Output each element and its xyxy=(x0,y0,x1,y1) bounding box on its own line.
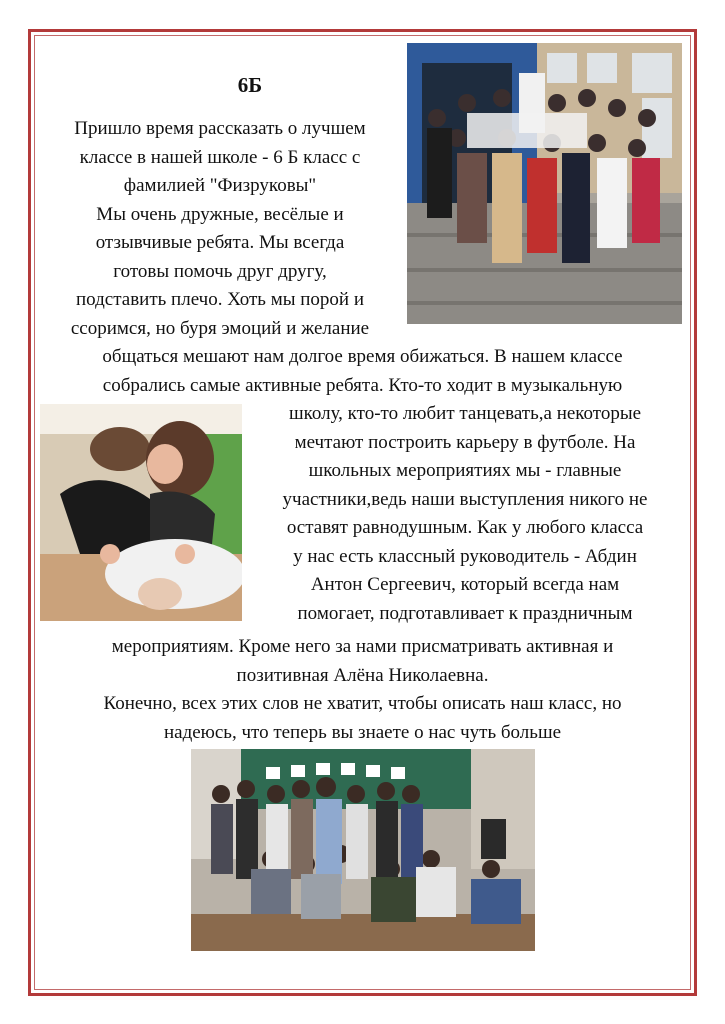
text-line: собрались самые активные ребята. Кто-то ходит в музыкальную xyxy=(102,374,623,396)
first-aid-photo xyxy=(40,404,242,621)
text-line: мероприятиям. Кроме него за нами присматривать активная и xyxy=(111,636,614,657)
text-line: помогает, подготавливает к праздничным xyxy=(297,602,633,624)
text-block-middle xyxy=(40,343,685,400)
text-line: Пришло время рассказать о лучшем xyxy=(74,118,366,139)
text-line: Конечно, всех этих слов не хватит, чтобы описать наш класс, но xyxy=(103,693,622,714)
text-line: у нас есть классный руководитель - Абдин xyxy=(293,545,637,567)
text-line: Мы очень дружные, весёлые и xyxy=(96,203,344,225)
text-line: школьных мероприятиях мы - главные xyxy=(308,460,622,481)
text-line: позитивная Алёна Николаевна. xyxy=(236,664,489,686)
text-line: фамилией "Физруковы" xyxy=(123,175,317,196)
class-photo-steps xyxy=(407,43,682,324)
text-line: ссоримся, но буря эмоций и желание xyxy=(70,317,370,339)
text-block-right xyxy=(250,400,680,628)
text-line: участники,ведь наши выступления никого не xyxy=(282,488,648,510)
text-line: общаться мешают нам долгое время обижаться. В нашем классе xyxy=(102,346,623,367)
text-block-top xyxy=(40,115,400,343)
text-line: отзывчивые ребята. Мы всегда xyxy=(95,232,345,253)
classroom-group-photo xyxy=(191,749,535,951)
page-title: 6Б xyxy=(237,73,263,97)
text-block-bottom xyxy=(40,633,685,747)
text-line: Антон Сергеевич, который всегда нам xyxy=(310,574,620,595)
text-line: подставить плечо. Хоть мы порой и xyxy=(76,289,364,310)
text-line: школу, кто-то любит танцевать,а некоторые xyxy=(288,403,642,424)
text-line: оставят равнодушным. Как у любого класса xyxy=(286,517,644,538)
text-line: мечтают построить карьеру в футболе. На xyxy=(294,431,636,453)
text-line: готовы помочь друг другу, xyxy=(113,260,327,282)
text-line: классе в нашей школе - 6 Б класс с xyxy=(79,146,361,168)
text-line: надеюсь, что теперь вы знаете о нас чуть больше xyxy=(163,721,562,743)
